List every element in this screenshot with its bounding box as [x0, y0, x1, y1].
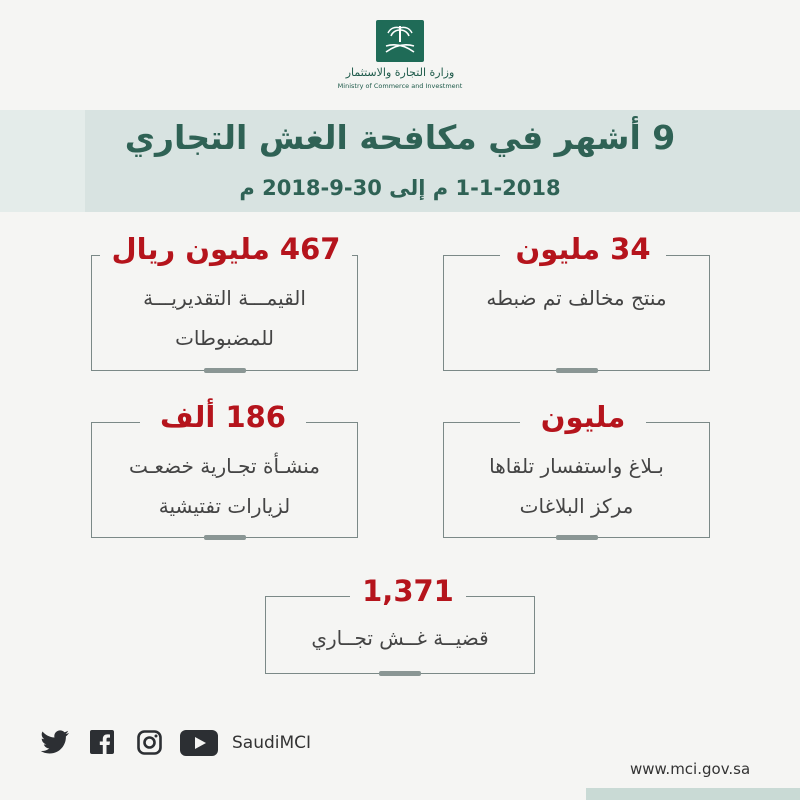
stat-value-seized-value: 467 مليون ريال [100, 232, 352, 266]
box-tab [204, 535, 246, 540]
stat-value-fraud-cases: 1,371 [350, 574, 466, 608]
stat-value-inspected-establishments: 186 ألف [140, 400, 306, 434]
box-tab [379, 671, 421, 676]
stat-desc-line1: منتج مخالف تم ضبطه [486, 286, 667, 310]
page-title: 9 أشهر في مكافحة الغش التجاري [124, 118, 676, 157]
footer-accent-bar [586, 788, 800, 800]
date-range: 1-1-2018 م إلى 30-9-2018 م [239, 176, 561, 200]
website-url[interactable]: www.mci.gov.sa [630, 760, 751, 778]
instagram-icon[interactable] [137, 730, 162, 755]
stat-desc-line2: لزيارات تفتيشية [158, 494, 291, 518]
stat-desc-line2: مركز البلاغات [519, 494, 634, 518]
social-handle[interactable]: SaudiMCI [232, 733, 312, 753]
youtube-icon[interactable] [180, 730, 218, 756]
stat-value-violating-products: 34 مليون [500, 232, 666, 266]
box-tab [556, 368, 598, 373]
stat-desc-line1: بـلاغ واستفسار تلقاها [489, 454, 664, 478]
ministry-logo [376, 20, 424, 62]
facebook-icon[interactable] [90, 730, 114, 754]
box-tab [204, 368, 246, 373]
stat-value-reports-received: مليون [520, 400, 646, 434]
box-tab [556, 535, 598, 540]
ministry-name-english: Ministry of Commerce and Investment [337, 82, 463, 90]
ministry-name-arabic: وزارة التجارة والاستثمار [345, 66, 455, 79]
stat-desc-line1: القيمـــة التقديريـــة [143, 286, 306, 310]
stat-desc-line2: للمضبوطات [175, 326, 274, 350]
stat-desc-line1: منشـأة تجـارية خضعـت [129, 454, 320, 478]
twitter-icon[interactable] [40, 730, 70, 756]
palm-swords-emblem-icon [376, 20, 424, 62]
stat-desc-line1: قضيــة غــش تجــاري [311, 626, 489, 650]
